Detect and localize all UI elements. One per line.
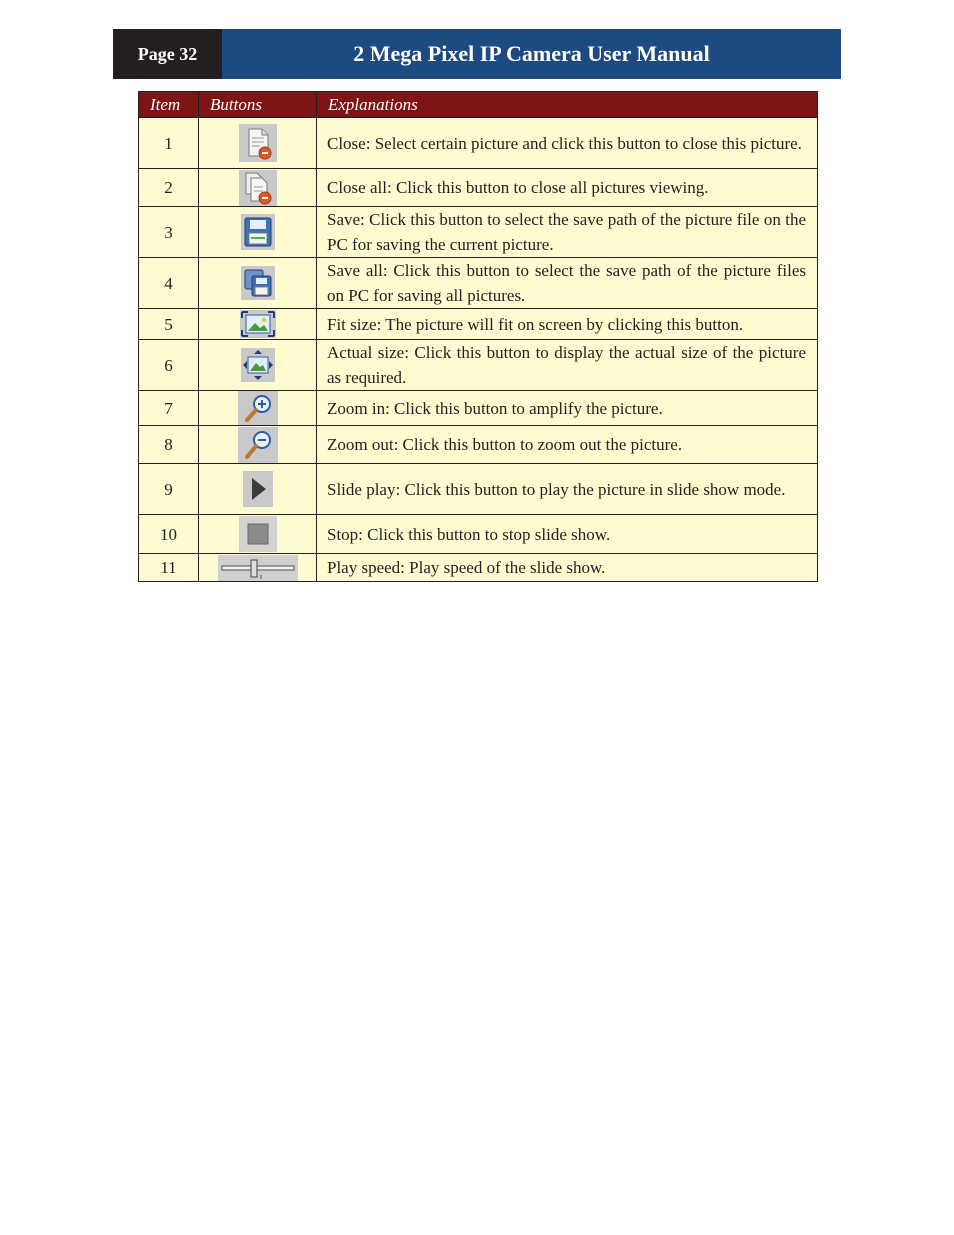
explanation-text: Actual size: Click this button to display the actual size of the picture as required. bbox=[317, 340, 818, 391]
table-row bbox=[139, 207, 818, 258]
table-row bbox=[139, 464, 818, 515]
table-row bbox=[139, 309, 818, 340]
item-number: 1 bbox=[139, 118, 199, 169]
table-row bbox=[139, 169, 818, 207]
actual-size-icon bbox=[241, 348, 275, 382]
document-title: 2 Mega Pixel IP Camera User Manual bbox=[222, 29, 841, 79]
column-header-item: Item bbox=[139, 92, 199, 118]
explanation-text: Save: Click this button to select the save path of the picture file on the PC for saving the current picture. bbox=[317, 207, 818, 258]
item-number: 6 bbox=[139, 340, 199, 391]
buttons-table bbox=[138, 91, 818, 582]
play-speed-slider-icon bbox=[218, 555, 298, 581]
stop-icon bbox=[239, 516, 277, 552]
explanation-text: Close all: Click this button to close all pictures viewing. bbox=[317, 169, 818, 207]
table-row bbox=[139, 426, 818, 464]
item-number: 5 bbox=[139, 309, 199, 340]
slide-play-icon bbox=[243, 471, 273, 507]
table-row bbox=[139, 118, 818, 169]
item-number: 9 bbox=[139, 464, 199, 515]
table-row bbox=[139, 515, 818, 554]
save-icon bbox=[241, 214, 275, 250]
explanation-text: Zoom in: Click this button to amplify the picture. bbox=[317, 391, 818, 426]
explanation-text: Stop: Click this button to stop slide show. bbox=[317, 515, 818, 554]
item-number: 11 bbox=[139, 554, 199, 582]
explanation-text: Close: Select certain picture and click this button to close this picture. bbox=[317, 118, 818, 169]
fit-size-icon bbox=[240, 310, 276, 338]
column-header-explanations: Explanations bbox=[317, 92, 818, 118]
close-all-pictures-icon bbox=[239, 170, 277, 206]
explanation-text: Play speed: Play speed of the slide show. bbox=[317, 554, 818, 582]
item-number: 3 bbox=[139, 207, 199, 258]
page-header bbox=[113, 29, 841, 79]
table-row bbox=[139, 391, 818, 426]
zoom-in-icon bbox=[238, 391, 278, 425]
zoom-out-icon bbox=[238, 427, 278, 463]
page-number: Page 32 bbox=[113, 29, 222, 79]
explanation-text: Slide play: Click this button to play the picture in slide show mode. bbox=[317, 464, 818, 515]
save-all-icon bbox=[241, 266, 275, 300]
table-row bbox=[139, 554, 818, 582]
table-row bbox=[139, 258, 818, 309]
explanation-text: Fit size: The picture will fit on screen by clicking this button. bbox=[317, 309, 818, 340]
table-row bbox=[139, 340, 818, 391]
item-number: 4 bbox=[139, 258, 199, 309]
column-header-buttons: Buttons bbox=[199, 92, 317, 118]
close-picture-icon bbox=[239, 124, 277, 162]
item-number: 2 bbox=[139, 169, 199, 207]
explanation-text: Save all: Click this button to select the save path of the picture files on PC for saving all pictures. bbox=[317, 258, 818, 309]
explanation-text: Zoom out: Click this button to zoom out the picture. bbox=[317, 426, 818, 464]
table-header-row bbox=[139, 92, 818, 118]
item-number: 7 bbox=[139, 391, 199, 426]
item-number: 8 bbox=[139, 426, 199, 464]
item-number: 10 bbox=[139, 515, 199, 554]
